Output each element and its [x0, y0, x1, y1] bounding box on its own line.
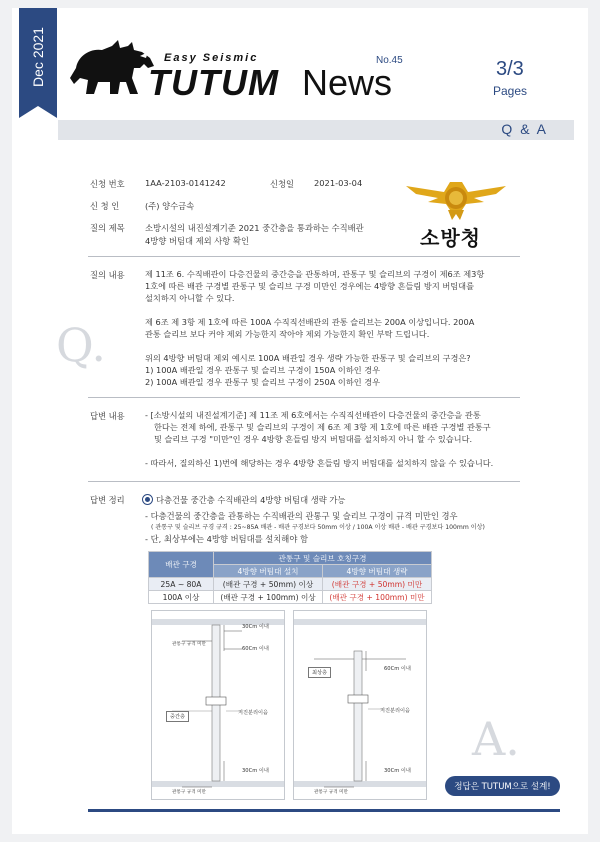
question-paragraph-1	[145, 268, 515, 304]
summary-headline: 다층건물 중간층 수직배관의 4방향 버팀대 생략 가능	[156, 495, 346, 505]
sleeve-spec-table	[148, 551, 432, 604]
agency-name: 소방청	[420, 226, 481, 250]
slogan-pill: 정답은 TUTUM으로 설계!	[445, 776, 560, 796]
penetration-label-bot: 관통구 규격 미만	[314, 790, 348, 795]
divider-1	[88, 256, 520, 257]
summary-bullet-icon	[142, 494, 153, 505]
answer-paragraph-1	[145, 409, 515, 445]
q-p1-line2: 1호에 따른 배관 구경별 관통구 및 슬리브 구경 미만인 경우에는 4방향 흔들림 방지 버팀대를	[145, 281, 474, 291]
th-pipe-size: 배관 구경	[149, 552, 214, 578]
section-title: Q & A	[501, 121, 548, 137]
question-paragraph-3	[145, 352, 515, 388]
dim-mid-label: 60Cm 이내	[242, 646, 269, 652]
bull-logo-icon	[68, 38, 158, 100]
watermark-q: Q.	[56, 318, 107, 372]
pages-label: Pages	[493, 84, 528, 98]
table-row	[149, 578, 432, 591]
a-p1-line3: 및 슬리브 구경 "미만"인 경우 4방향 흔들림 방지 버팀대를 설치하지 아니 할 수 있습니다.	[154, 434, 473, 444]
section-bar	[58, 120, 574, 140]
summary-line-1: - 다층건물의 중간층을 관통하는 수직배관의 관통구 및 슬리브 구경이 규격 미만인 경우	[145, 511, 458, 521]
cell-omit: (배관 구경 + 100mm) 미만	[323, 591, 432, 604]
q-p3-line1: 위의 4방향 버팀대 제외 예시로 100A 배관일 경우 생략 가능한 관통구 및 슬리브의 구경은?	[145, 353, 471, 363]
th-omit: 4방향 버팀대 생략	[323, 565, 432, 578]
page-number: 3/3	[496, 58, 524, 80]
date-ribbon-tail	[19, 106, 57, 118]
q-p1-line3: 설치하지 아니할 수 있다.	[145, 293, 235, 303]
floor-tag: 중간층	[166, 711, 189, 722]
applicant-value: (주) 양수금속	[145, 201, 195, 211]
bottom-rule	[88, 809, 560, 812]
reqno-value: 1AA-2103-0141242	[145, 178, 226, 188]
cell-size: 25A ~ 80A	[149, 578, 214, 591]
question-paragraph-2	[145, 316, 515, 340]
ribbon-date-text: Dec 2021	[30, 27, 46, 87]
brand-tagline: Easy Seismic	[164, 52, 259, 64]
date-label: 신청일	[270, 179, 295, 189]
joint-label: 지진분리이음	[238, 710, 269, 716]
cell-install: (배관 구경 + 50mm) 이상	[214, 578, 323, 591]
dim-bot-label: 30Cm 이내	[242, 768, 269, 774]
answer-label: 답변 내용	[90, 411, 125, 421]
joint-label: 지진분리이음	[380, 708, 411, 714]
summary-line-2: ( 관통구 및 슬리브 구경 규격 : 25~85A 배관 - 배관 구경보다 50mm 이상 / 100A 이상 배관 - 배관 구경보다 100mm 이상)	[151, 524, 485, 531]
date-ribbon-label	[19, 8, 57, 106]
q-p3-line2: 1) 100A 배관일 경우 관통구 및 슬리브 구경이 150A 이하인 경우	[145, 365, 381, 375]
diagram-middle-floor	[151, 610, 285, 800]
subject-label: 질의 제목	[90, 223, 125, 233]
fire-agency-emblem-icon	[404, 176, 508, 222]
penetration-label-top: 관통구 규격 미만	[172, 642, 206, 647]
a-p2-line1: - 따라서, 질의하신 1)번에 해당하는 경우 4방향 흔들림 방지 버팀대를 설치하지 않을 수 있습니다.	[145, 458, 494, 468]
summary-line-3: - 단, 최상부에는 4방향 버팀대를 설치해야 함	[145, 534, 308, 544]
subject-line-2: 4방향 버팀대 제외 사항 확인	[145, 236, 249, 246]
answer-paragraph-2	[145, 457, 515, 469]
th-install: 4방향 버팀대 설치	[214, 565, 323, 578]
subject-line-1: 소방시설의 내진설계기준 2021 중간층을 통과하는 수직배관	[145, 223, 364, 233]
q-p3-line3: 2) 100A 배관일 경우 관통구 및 슬리브 구경이 250A 이하인 경우	[145, 377, 381, 387]
cell-install: (배관 구경 + 100mm) 이상	[214, 591, 323, 604]
issue-number: No.45	[376, 55, 403, 66]
reqno-label: 신청 번호	[90, 179, 125, 189]
table-row	[149, 591, 432, 604]
q-p2-line1: 제 6조 제 3항 제 1호에 따른 100A 수직직선배관의 관통 슬리브는 200A 이상입니다. 200A	[145, 317, 475, 327]
watermark-a: A.	[472, 712, 520, 766]
cell-size: 100A 이상	[149, 591, 214, 604]
dim-top-label: 30Cm 이내	[242, 624, 269, 630]
th-group: 관통구 및 슬리브 호칭구경	[214, 552, 432, 565]
q-p1-line1: 제 11조 6. 수직배관이 다층건물의 중간층을 관통하며, 관통구 및 슬리브의 구경이 제6조 제3항	[145, 269, 485, 279]
diagram-top-floor	[293, 610, 427, 800]
dim-bot-label: 30Cm 이내	[384, 768, 411, 774]
date-value: 2021-03-04	[314, 178, 363, 188]
q-p2-line2: 관통 슬리브 보다 커야 제외 가능한지 작아야 제외 가능한지 확인 부탁 드립니다.	[145, 329, 430, 339]
floor-tag: 최상층	[308, 667, 331, 678]
penetration-label-bot: 관통구 규격 미만	[172, 790, 206, 795]
news-title: News	[302, 62, 393, 103]
question-label: 질의 내용	[90, 270, 125, 280]
applicant-label: 신 청 인	[90, 201, 120, 211]
a-p1-line1: - [소방시설의 내진설계기준] 제 11조 제 6호에서는 수직직선배관이 다층건물의 중간층을 관통	[145, 410, 481, 420]
cell-omit: (배관 구경 + 50mm) 미만	[323, 578, 432, 591]
brand-name: TUTUM	[148, 62, 279, 103]
dim-mid-label: 60Cm 이내	[384, 666, 411, 672]
divider-3	[88, 481, 520, 482]
a-p1-line2: 한다는 전제 하에, 관통구 및 슬리브의 구경이 제 6조 제 3항 제 1호에 따른 배관 구경별 관통구	[154, 422, 491, 432]
divider-2	[88, 397, 520, 398]
summary-label: 답변 정리	[90, 495, 125, 505]
